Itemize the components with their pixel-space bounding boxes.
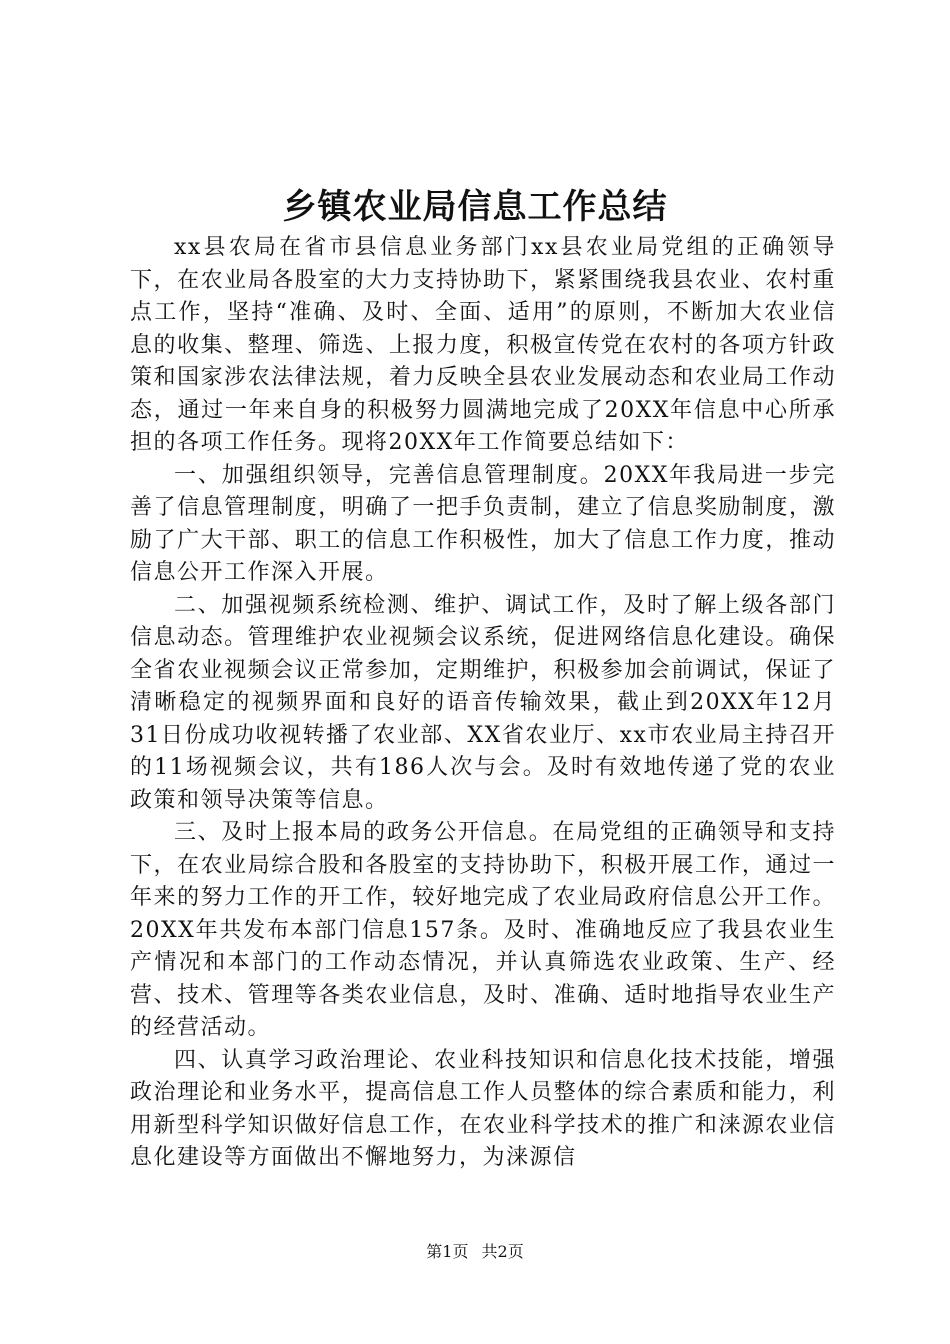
page-footer: [0, 1240, 950, 1264]
paragraph-section-2: 二、加强视频系统检测、维护、调试工作，及时了解上级各部门信息动态。管理维护农业视频会议系统，促进网络信息化建设。确保全省农业视频会议正常参加，定期维护，积极参加会前调试，保证了清晰稳定的视频界面和良好的语音传输效果，截止到20XX年12月31日份成功收视转播了农业部、XX省农业厅、xx市农业局主持召开的11场视频会议，共有186人次与会。及时有效地传递了党的农业政策和领导决策等信息。: [130, 592, 836, 813]
paragraph-section-3: 三、及时上报本局的政务公开信息。在局党组的正确领导和支持下，在农业局综合股和各股室的支持协助下，积极开展工作，通过一年来的努力工作的开工作，较好地完成了农业局政府信息公开工作。20XX年共发布本部门信息157条。及时、准确地反应了我县农业生产情况和本部门的工作动态情况，并认真筛选农业政策、生产、经营、技术、管理等各类农业信息，及时、准确、适时地指导农业生产的经营活动。: [130, 820, 836, 1040]
paragraph-section-1: 一、加强组织领导，完善信息管理制度。20XX年我局进一步完善了信息管理制度，明确了一把手负责制，建立了信息奖励制度，激励了广大干部、职工的信息工作积极性，加大了信息工作力度，推动信息公开工作深入开展。: [130, 462, 836, 585]
document-title: 乡镇农业局信息工作总结: [282, 187, 668, 227]
document-body: [130, 232, 836, 1175]
paragraph-intro: xx县农局在省市县信息业务部门xx县农业局党组的正确领导下，在农业局各股室的大力支持协助下，紧紧围绕我县农业、农村重点工作，坚持“准确、及时、全面、适用”的原则，不断加大农业信息的收集、整理、筛选、上报力度，积极宣传党在农村的各项方针政策和国家涉农法律法规，着力反映全县农业发展动态和农业局工作动态，通过一年来自身的积极努力圆满地完成了20XX年信息中心所承担的各项工作任务。现将20XX年工作简要总结如下：: [130, 235, 836, 455]
page-number: 第1页: [426, 1242, 469, 1261]
page-total: 共2页: [481, 1242, 524, 1261]
paragraph-section-4: 四、认真学习政治理论、农业科技知识和信息化技术技能，增强政治理论和业务水平，提高信息工作人员整体的综合素质和能力，利用新型科学知识做好信息工作，在农业科学技术的推广和涞源农业信息化建设等方面做出不懈地努力，为涞源信: [130, 1047, 836, 1170]
